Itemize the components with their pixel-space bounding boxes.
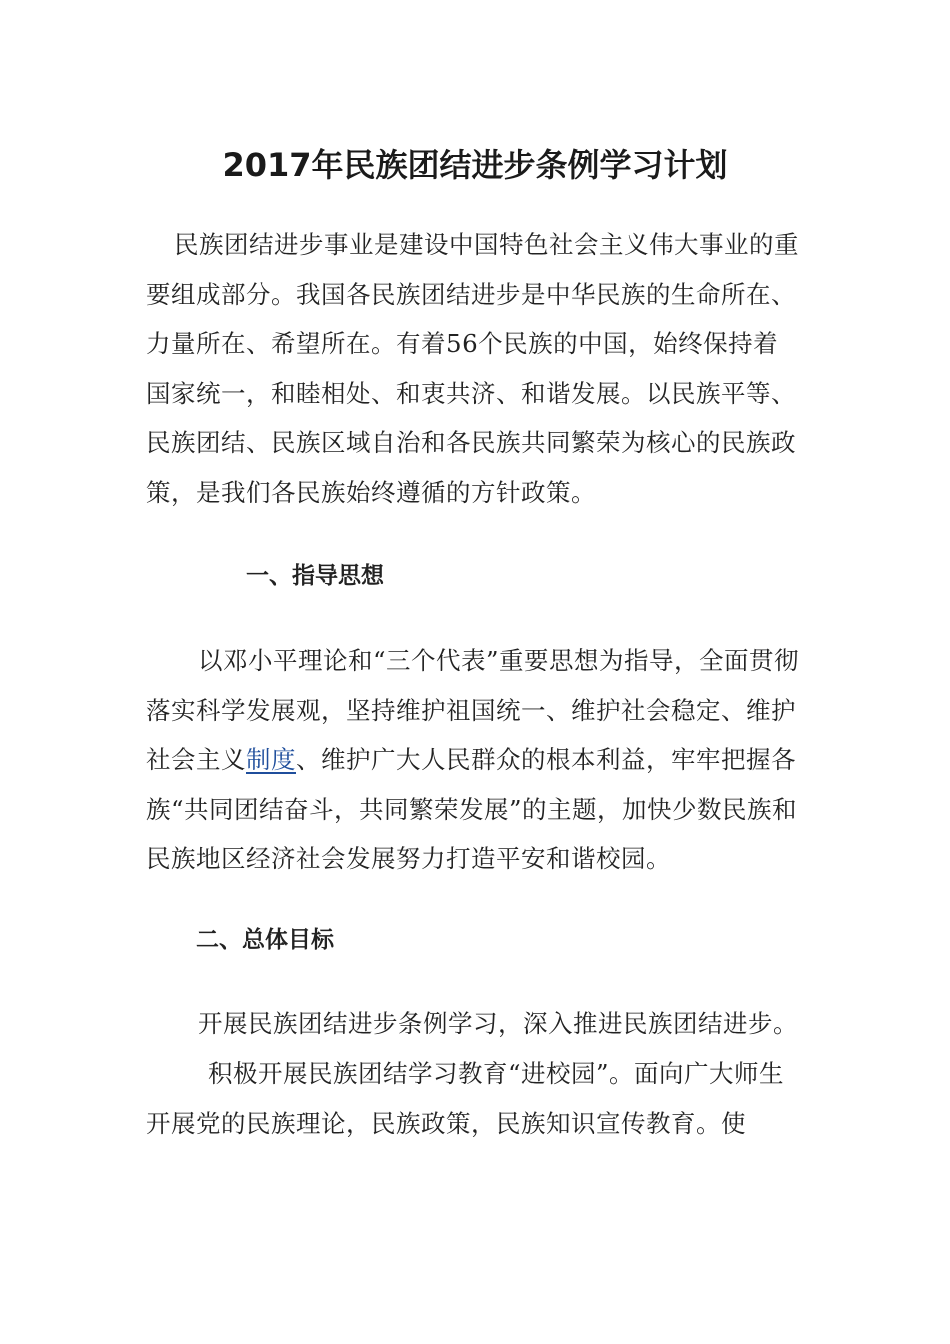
system-link[interactable]: 制度 bbox=[246, 745, 296, 774]
guiding-ideology-text-after: 、维护广大人民群众的根本利益，牢牢把握各族“共同团结奋斗，共同繁荣发展”的主题，加快少数民族和民族地区经济社会发展努力打造平安和谐校园。 bbox=[146, 745, 798, 873]
guiding-ideology-paragraph bbox=[146, 636, 802, 884]
section-heading-overall-goal: 二、总体目标 bbox=[196, 927, 334, 953]
guiding-ideology-text-before: 以邓小平理论和“三个代表”重要思想为指导，全面贯彻落实科学发展观，坚持维护祖国统一、维护社会稳定、维护社会主义 bbox=[146, 646, 800, 774]
section-heading-guiding-ideology: 一、指导思想 bbox=[246, 563, 384, 589]
intro-paragraph: 民族团结进步事业是建设中国特色社会主义伟大事业的重要组成部分。我国各民族团结进步是中华民族的生命所在、力量所在、希望所在。有着56个民族的中国，始终保持着国家统一，和睦相处、和衷共济、和谐发展。以民族平等、民族团结、民族区域自治和各民族共同繁荣为核心的民族政策，是我们各民族始终遵循的方针政策。 bbox=[146, 230, 799, 507]
overall-goal-paragraph-1: 开展民族团结进步条例学习，深入推进民族团结进步。 bbox=[198, 1009, 798, 1038]
document-title: 2017年民族团结进步条例学习计划 bbox=[222, 146, 728, 184]
overall-goal-paragraph-2: 积极开展民族团结学习教育“进校园”。面向广大师生开展党的民族理论，民族政策，民族知识宣传教育。使 bbox=[146, 1059, 785, 1138]
